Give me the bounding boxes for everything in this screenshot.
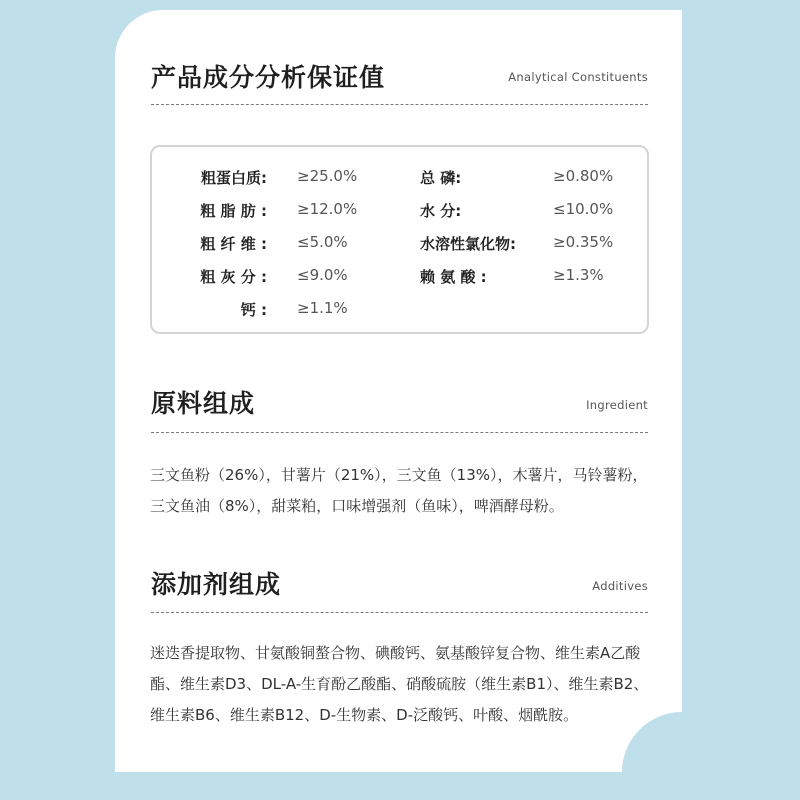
label-crude-fat: 粗 脂 肪 : <box>200 202 267 220</box>
divider <box>151 432 648 433</box>
value-lysine: ≥1.3% <box>553 266 604 284</box>
value-crude-protein: ≥25.0% <box>297 167 358 185</box>
divider <box>151 612 648 613</box>
label-crude-protein: 粗蛋白质: <box>201 169 267 187</box>
label-calcium: 钙 : <box>240 301 267 319</box>
value-chloride: ≥0.35% <box>553 233 614 251</box>
label-lysine: 赖 氨 酸 : <box>420 268 487 286</box>
analysis-subtitle: Analytical Constituents <box>508 70 648 84</box>
label-phosphorus: 总 磷: <box>420 169 462 187</box>
ingredients-text: 三文鱼粉（26%），甘薯片（21%），三文鱼（13%），木薯片，马铃薯粉，三文鱼油（8%），甜菜粕，口味增强剂（鱼味），啤酒酵母粉。 <box>150 466 648 515</box>
additives-text: 迷迭香提取物、甘氨酸铜螯合物、碘酸钙、氨基酸锌复合物、维生素A乙酸酯、维生素D3、DL-A-生育酚乙酸酯、硝酸硫胺（维生素B1）、维生素B2、维生素B6、维生素B12、D-生物素、D-泛酸钙、叶酸、烟酰胺。 <box>150 644 649 724</box>
value-calcium: ≥1.1% <box>297 299 348 317</box>
label-chloride: 水溶性氯化物: <box>420 235 516 253</box>
value-moisture: ≤10.0% <box>553 200 614 218</box>
analysis-table <box>150 145 649 334</box>
analysis-title: 产品成分分析保证值 <box>151 63 386 92</box>
additives-title: 添加剂组成 <box>151 570 282 599</box>
value-crude-ash: ≤9.0% <box>297 266 348 284</box>
ingredients-subtitle: Ingredient <box>586 398 648 412</box>
ingredients-header <box>151 384 648 418</box>
additives-header <box>151 565 648 599</box>
label-moisture: 水 分: <box>420 202 462 220</box>
additives-subtitle: Additives <box>592 579 648 593</box>
value-crude-fat: ≥12.0% <box>297 200 358 218</box>
value-phosphorus: ≥0.80% <box>553 167 614 185</box>
content-card <box>115 10 682 772</box>
analysis-header <box>151 58 648 92</box>
divider <box>151 104 648 105</box>
ingredients-title: 原料组成 <box>151 389 256 418</box>
label-crude-ash: 粗 灰 分 : <box>200 268 267 286</box>
value-crude-fiber: ≤5.0% <box>297 233 348 251</box>
label-crude-fiber: 粗 纤 维 : <box>200 235 267 253</box>
